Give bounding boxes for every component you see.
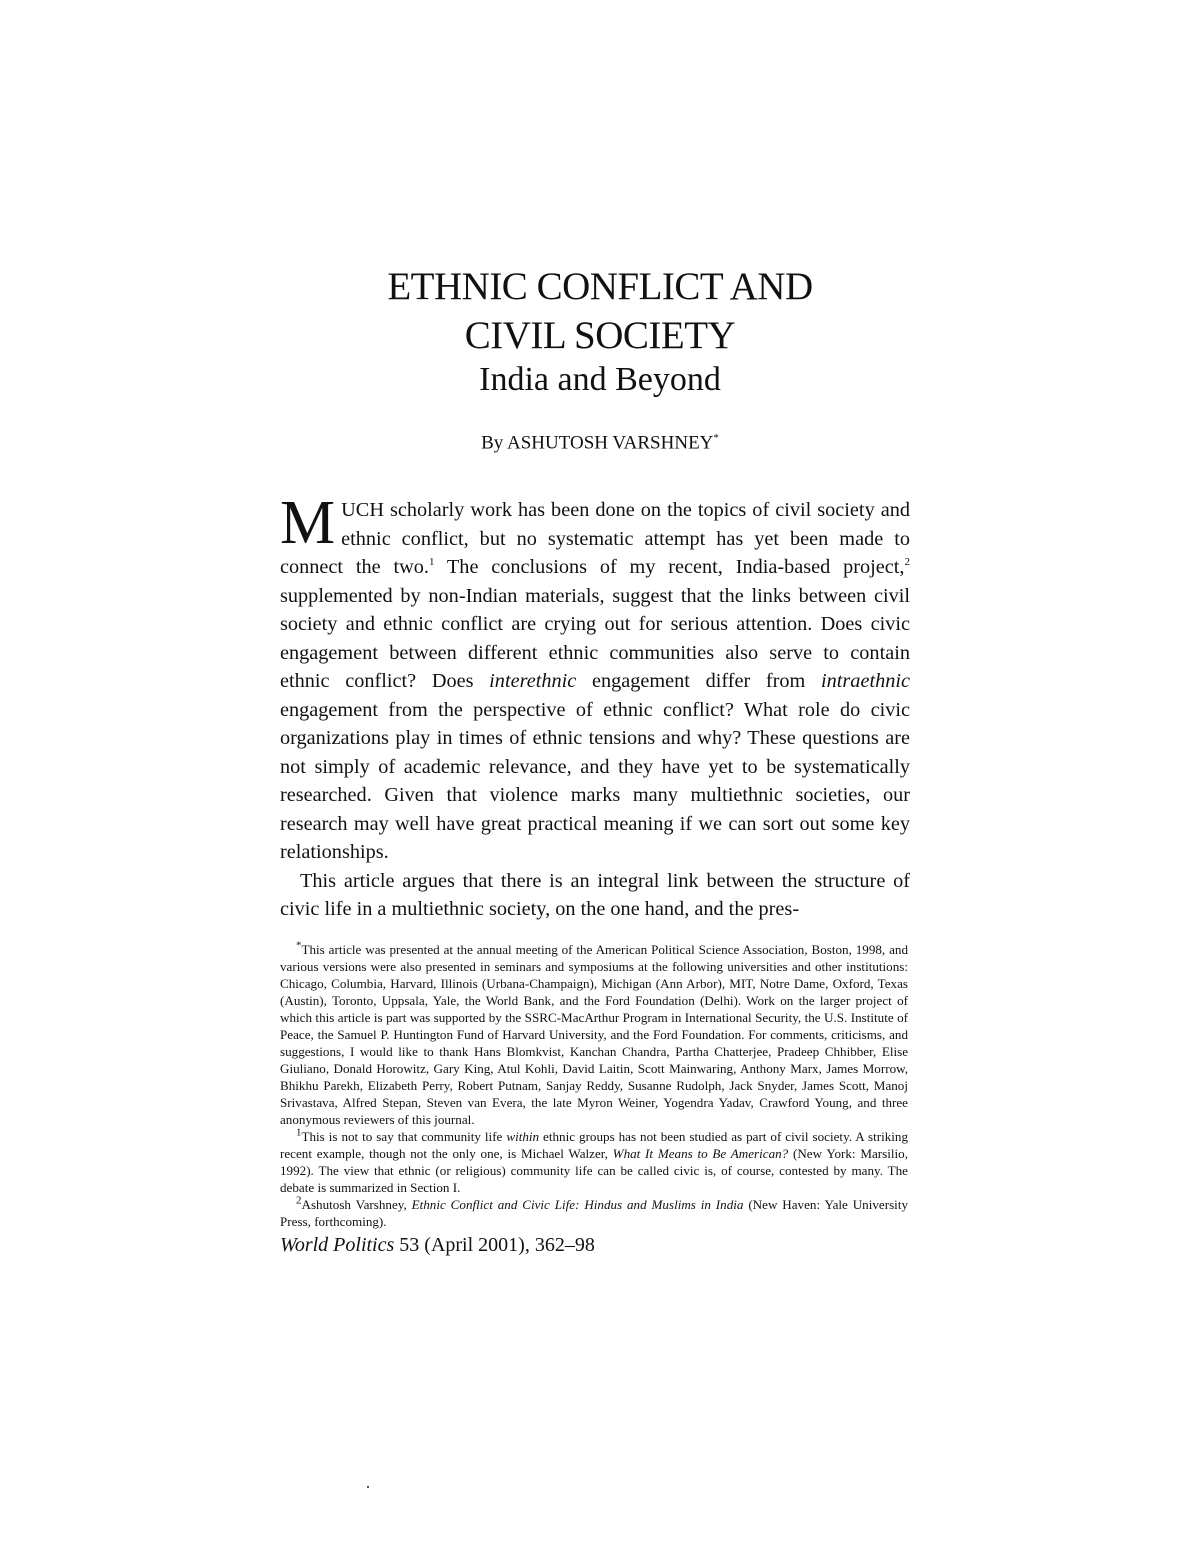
- footnote-book-title: What It Means to Be American?: [612, 1146, 789, 1161]
- footnote-mark: *: [296, 939, 302, 952]
- emphasis-interethnic: interethnic: [489, 670, 577, 692]
- footnote-text: This article was presented at the annual meeting of the American Political Science Association, Boston, 1998, and various versions were also presented in seminars and symposiums at the following universities and other institutions: Chicago, Columbia, Harvard, Illinois (Urbana-Champaign), Michigan (Ann Arbor), MIT, Notre Dame, Oxford, Texas (Austin), Toronto, Uppsala, Yale, the World Bank, and the Ford Foundation (Delhi). Work on the larger project of which this article is part was supported by the SSRC-MacArthur Program in International Security, the U.S. Institute of Peace, the Samuel P. Huntington Fund of Harvard University, and the Ford Foundation. For comments, criticisms, and suggestions, I would like to thank Hans Blomkvist, Kanchan Chandra, Partha Chatterjee, Pradeep Chhibber, Elise Giuliano, Donald Horowitz, Gary King, Atul Kohli, David Laitin, Scott Mainwaring, Anthony Marx, James Morrow, Bhikhu Parekh, Elizabeth Perry, Robert Putnam, Sanjay Reddy, Susanne Rudolph, Jack Snyder, James Scott, Manoj Srivastava, Alfred Stepan, Steven van Evera, the late Myron Weiner, Yogendra Yadav, Crawford Young, and three anonymous reviewers of this journal.: [280, 942, 908, 1127]
- footnote-text: (New Haven: Yale University Press, forthcoming).: [280, 1197, 909, 1229]
- journal-citation: [280, 1232, 920, 1258]
- text-run: engagement from the perspective of ethnic conflict? What role do civic organizations play in times of ethnic tensions and why? These questions are not simply of academic relevance, and they have yet to be systematically researched. Given that violence marks many multiethnic societies, our research may well have great practical meaning if we can sort out some key relationships.: [280, 698, 910, 863]
- footnote-ref-2[interactable]: 2: [904, 556, 910, 569]
- byline: [280, 425, 920, 456]
- text-run: engagement differ from: [576, 670, 821, 692]
- footnote-mark: 2: [296, 1194, 302, 1207]
- title-line-2: CIVIL SOCIETY: [464, 314, 736, 357]
- paragraph-2: This article argues that there is an integral link between the structure of civic life in a multiethnic society, on the one hand, and the pres-: [280, 869, 910, 920]
- footnote-text: ethnic groups has not been studied as part of civil society. A striking recent example, though not the only one, is Michael Walzer,: [280, 1129, 908, 1161]
- footnote-book-title: Ethnic Conflict and Civic Life: Hindus and Muslims in India: [411, 1197, 744, 1212]
- footnote-text: This is not to say that community life: [301, 1129, 507, 1144]
- footnote-text: Ashutosh Varshney,: [301, 1197, 412, 1212]
- text-run: The conclusions of my recent, India-based project,: [434, 556, 905, 578]
- footnote-star: [280, 941, 908, 1128]
- author-footnote-mark[interactable]: *: [713, 432, 719, 444]
- citation-details: 53 (April 2001), 362–98: [394, 1234, 595, 1256]
- text-run: UCH scholarly work has been done on the topics of civil society and ethnic conflict, but no systematic attempt has yet been made to connect the two.: [280, 499, 910, 578]
- article-body: [280, 489, 910, 924]
- footnote-emphasis: within: [506, 1129, 540, 1144]
- footnote-2: [280, 1196, 908, 1230]
- byline-prefix: By: [481, 432, 504, 454]
- text-run: supplemented by non-Indian materials, suggest that the links between civil society and ethnic conflict are crying out for serious attention. Does civic engagement between different ethnic communities also serve to contain ethnic conflict? Does: [280, 584, 910, 692]
- footnote-text: (New York: Marsilio, 1992). The view that ethnic (or religious) community life can be called civic is, of course, contested by many. The debate is summarized in Section I.: [280, 1146, 908, 1195]
- footnote-ref-1[interactable]: 1: [428, 556, 435, 569]
- journal-name: World Politics: [280, 1234, 395, 1256]
- author-name: ASHUTOSH VARSHNEY: [506, 432, 714, 454]
- scan-speck: [367, 1486, 369, 1488]
- footnote-mark: 1: [296, 1126, 302, 1139]
- footnotes: [280, 941, 908, 1230]
- paragraph-1: [280, 489, 910, 867]
- emphasis-intraethnic: intraethnic: [821, 670, 910, 692]
- footnote-1: [280, 1128, 908, 1196]
- article-subtitle: India and Beyond: [479, 361, 721, 398]
- title-line-1: ETHNIC CONFLICT AND: [387, 265, 813, 308]
- drop-cap: M: [280, 489, 336, 557]
- article-title: [280, 262, 920, 360]
